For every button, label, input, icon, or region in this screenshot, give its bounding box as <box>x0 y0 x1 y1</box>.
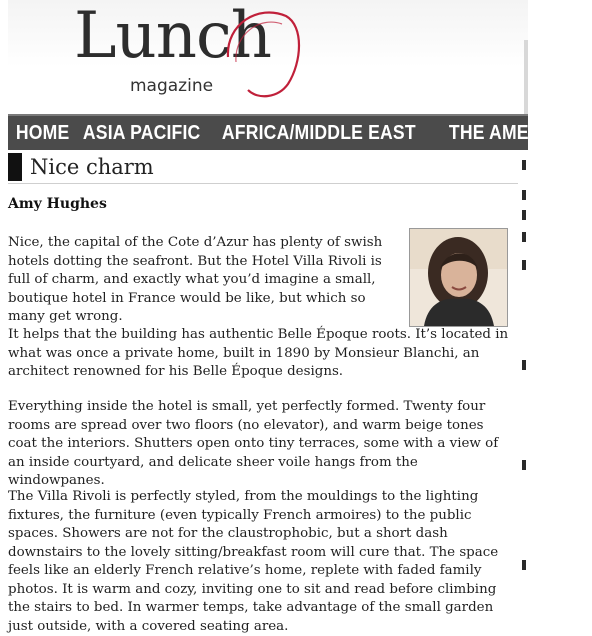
author-photo <box>409 228 508 327</box>
nav-item-home[interactable]: HOME <box>15 121 70 144</box>
title-divider <box>8 183 518 184</box>
nav-item-the-americas[interactable]: THE AMERICAS <box>448 121 584 144</box>
article-paragraph: The Villa Rivoli is perfectly styled, from the mouldings to the lighting fixtures, the furniture (even typically French armoires) to the public spaces. Showers are not for the claustrophobic, but a short dash downstairs to the lovely sitting/breakfast room will cure that. The space feels like an elderly French relative’s home, replete with faded family photos. It is warm and cozy, inviting one to sit and read before climbing the stairs to bed. In warmer temps, take advantage of the small garden just outside, with a covered seating area. <box>8 489 499 634</box>
scrollbar-track[interactable] <box>518 160 528 630</box>
page-edge <box>524 40 528 120</box>
page-title: Nice charm <box>30 155 154 179</box>
nav-item-africa-middle-east[interactable]: AFRICA/MIDDLE EAST <box>222 121 417 144</box>
portrait-image <box>410 229 507 326</box>
main-nav <box>8 114 584 150</box>
nav-item-asia-pacific[interactable]: ASIA PACIFIC <box>82 121 201 144</box>
article-paragraph: Everything inside the hotel is small, yet perfectly formed. Twenty four rooms are spread over two floors (no elevator), and warm beige tones coat the interiors. Shutters open onto tiny terraces, some with a view of an inside courtyard, and delicate sheer voile hangs from the windowpanes. <box>8 399 499 488</box>
logo-wordmark[interactable]: Lunch <box>74 0 271 73</box>
article-paragraph: It helps that the building has authentic Belle Époque roots. It’s located in what was once a private home, built in 1890 by Monsieur Blanchi, an architect renowned for his Belle Époque designs. <box>8 327 509 379</box>
logo-subtitle: magazine <box>130 76 214 96</box>
author-name: Amy Hughes <box>8 196 107 212</box>
title-marker <box>8 153 22 181</box>
logo-swirl-icon <box>218 2 308 102</box>
site-header <box>8 0 528 112</box>
article-title-row <box>8 152 518 182</box>
article-paragraph: Nice, the capital of the Cote d’Azur has plenty of swish hotels dotting the seafront. But the Hotel Villa Rivoli is full of charm, and exactly what you’d imagine a small, boutique hotel in France would be like, but which so many get wrong. <box>8 235 383 324</box>
